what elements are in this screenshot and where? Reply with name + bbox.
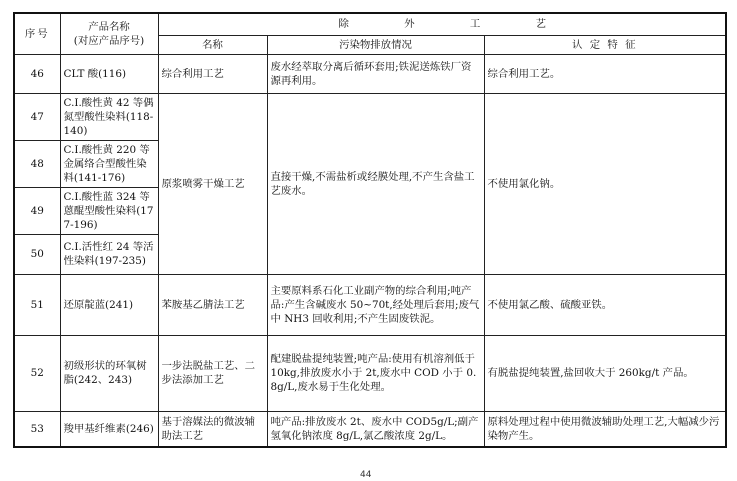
header-name: 名称 xyxy=(158,35,267,54)
header-product-label: 产品名称 xyxy=(88,20,130,33)
header-no: 序号 xyxy=(14,13,60,54)
row-no: 51 xyxy=(14,274,60,335)
row-no: 48 xyxy=(14,140,60,187)
row-process: 苯胺基乙腈法工艺 xyxy=(158,274,267,335)
header-product xyxy=(60,13,158,54)
process-table xyxy=(13,12,727,448)
table-row xyxy=(14,54,726,93)
merged-feature: 不使用氯化钠。 xyxy=(484,93,726,274)
merged-pollution: 直接干燥,不需盐析或经膜处理,不产生含盐工艺废水。 xyxy=(267,93,484,274)
row-product: CLT 酸(116) xyxy=(60,54,158,93)
row-product: 初级形状的环氧树脂(242、243) xyxy=(60,335,158,411)
row-feature: 原料处理过程中使用微波辅助处理工艺,大幅减少污染物产生。 xyxy=(484,411,726,447)
row-process: 一步法脱盐工艺、二步法添加工艺 xyxy=(158,335,267,411)
table-row xyxy=(14,335,726,411)
row-no: 50 xyxy=(14,234,60,274)
row-process: 综合利用工艺 xyxy=(158,54,267,93)
row-feature: 综合利用工艺。 xyxy=(484,54,726,93)
header-product-sub: (对应产品序号) xyxy=(73,34,145,47)
row-product: C.I.活性红 24 等活性染料(197-235) xyxy=(60,234,158,274)
row-product: C.I.酸性黄 220 等金属络合型酸性染料(141-176) xyxy=(60,140,158,187)
row-pollution: 废水经萃取分离后循环套用;铁泥送炼铁厂资源再利用。 xyxy=(267,54,484,93)
header-row-1 xyxy=(14,13,726,35)
row-process: 基于溶媒法的微波辅助法工艺 xyxy=(158,411,267,447)
row-no: 49 xyxy=(14,187,60,234)
row-no: 46 xyxy=(14,54,60,93)
table-row xyxy=(14,411,726,447)
row-product: 羧甲基纤维素(246) xyxy=(60,411,158,447)
header-group: 除 外 工 艺 xyxy=(158,13,726,35)
row-product: 还原靛蓝(241) xyxy=(60,274,158,335)
table-row xyxy=(14,274,726,335)
document-page xyxy=(13,12,725,448)
row-feature: 有脱盐提纯装置,盐回收大于 260kg/t 产品。 xyxy=(484,335,726,411)
row-pollution: 吨产品:排放废水 2t、废水中 COD5g/L;副产氢氧化钠浓度 8g/L,氯乙酸浓度 2g/L。 xyxy=(267,411,484,447)
header-pollution: 污染物排放情况 xyxy=(267,35,484,54)
row-pollution: 配建脱盐提纯装置;吨产品:使用有机溶剂低于 10kg,排放废水小于 2t,废水中 COD 小于 0.8g/L,废水易于生化处理。 xyxy=(267,335,484,411)
row-feature: 不使用氯乙酸、硫酸亚铁。 xyxy=(484,274,726,335)
row-no: 53 xyxy=(14,411,60,447)
page-number: 44 xyxy=(360,470,372,480)
row-no: 47 xyxy=(14,93,60,140)
header-feature: 认 定 特 征 xyxy=(484,35,726,54)
row-product: C.I.酸性黄 42 等偶氮型酸性染料(118-140) xyxy=(60,93,158,140)
row-product: C.I.酸性蓝 324 等蒽醌型酸性染料(177-196) xyxy=(60,187,158,234)
table-row xyxy=(14,93,726,140)
merged-process: 原浆喷雾干燥工艺 xyxy=(158,93,267,274)
row-pollution: 主要原料系石化工业副产物的综合利用;吨产品:产生含碱废水 50~70t,经处理后套用;废气中 NH3 回收利用;不产生固废铁泥。 xyxy=(267,274,484,335)
row-no: 52 xyxy=(14,335,60,411)
